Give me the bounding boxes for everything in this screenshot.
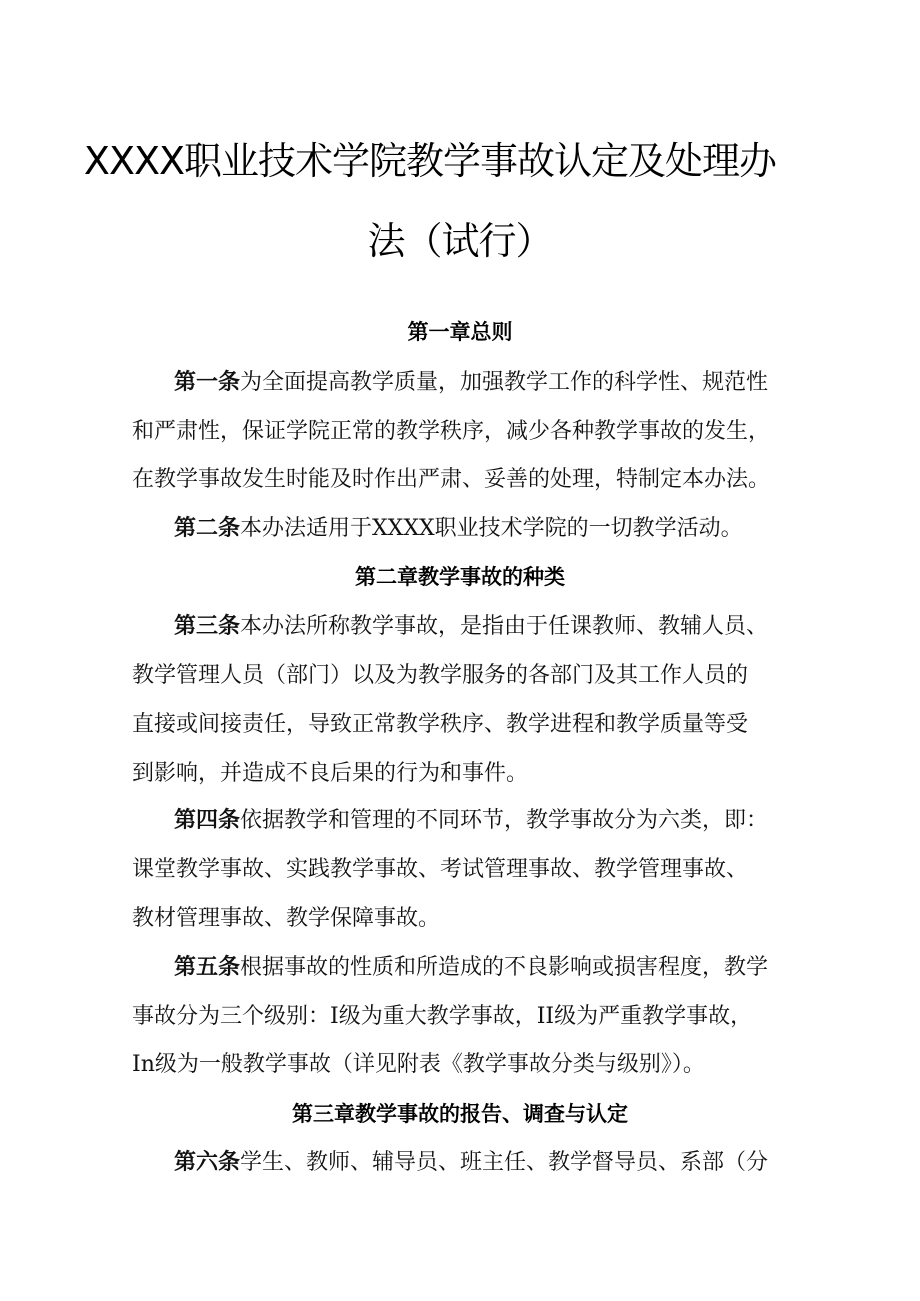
article-text: 依据教学和管理的不同环节，教学事故分为六类，即： — [240, 808, 769, 833]
article-text: 本办法所称教学事故，是指由于任课教师、教辅人员、 — [240, 614, 769, 639]
article-label: 第一条 — [174, 370, 241, 395]
document-title-line-2: 法（试行） — [367, 219, 553, 263]
article-line: 事故分为三个级别：I级为重大教学事故，II级为严重教学事故， — [132, 1004, 753, 1029]
chapter-heading: 第一章总则 — [407, 320, 513, 344]
article-text: 为全面提高教学质量，加强教学工作的科学性、规范性 — [240, 370, 769, 395]
article-line: 教学管理人员（部门）以及为教学服务的各部门及其工作人员的 — [132, 663, 749, 688]
article-label: 第四条 — [174, 808, 241, 833]
article-first-line — [174, 1145, 854, 1176]
chapter-heading: 第三章教学事故的报告、调查与认定 — [292, 1102, 628, 1126]
article-line: 教材管理事故、教学保障事故。 — [132, 906, 441, 931]
article-line: 到影响，并造成不良后果的行为和事件。 — [132, 761, 529, 786]
chapter-heading: 第二章教学事故的种类 — [355, 565, 565, 589]
article-label: 第五条 — [174, 955, 241, 980]
article-first-line — [174, 609, 854, 640]
article-line: 课堂教学事故、实践教学事故、考试管理事故、教学管理事故、 — [132, 857, 749, 882]
article-line: In级为一般教学事故（详见附表《教学事故分类与级别》）。 — [132, 1052, 705, 1077]
article-text: 学生、教师、辅导员、班主任、教学督导员、系部（分 — [240, 1150, 769, 1175]
article-first-line — [174, 365, 854, 396]
article-first-line — [174, 950, 854, 981]
article-label: 第二条 — [174, 516, 241, 541]
article-text: 本办法适用于XXXX职业技术学院的一切教学活动。 — [240, 516, 743, 541]
article-line: 在教学事故发生时能及时作出严肃、妥善的处理，特制定本办法。 — [132, 467, 771, 492]
article-first-line — [174, 511, 854, 542]
article-first-line — [174, 803, 854, 834]
article-line: 和严肃性，保证学院正常的教学秩序，减少各种教学事故的发生， — [132, 419, 771, 444]
document-title-line-1: XXXX职业技术学院教学事故认定及处理办 — [83, 139, 777, 183]
article-label: 第六条 — [174, 1150, 241, 1175]
article-label: 第三条 — [174, 614, 241, 639]
article-line: 直接或间接责任，导致正常教学秩序、教学进程和教学质量等受 — [132, 712, 749, 737]
article-text: 根据事故的性质和所造成的不良影响或损害程度，教学 — [240, 955, 769, 980]
